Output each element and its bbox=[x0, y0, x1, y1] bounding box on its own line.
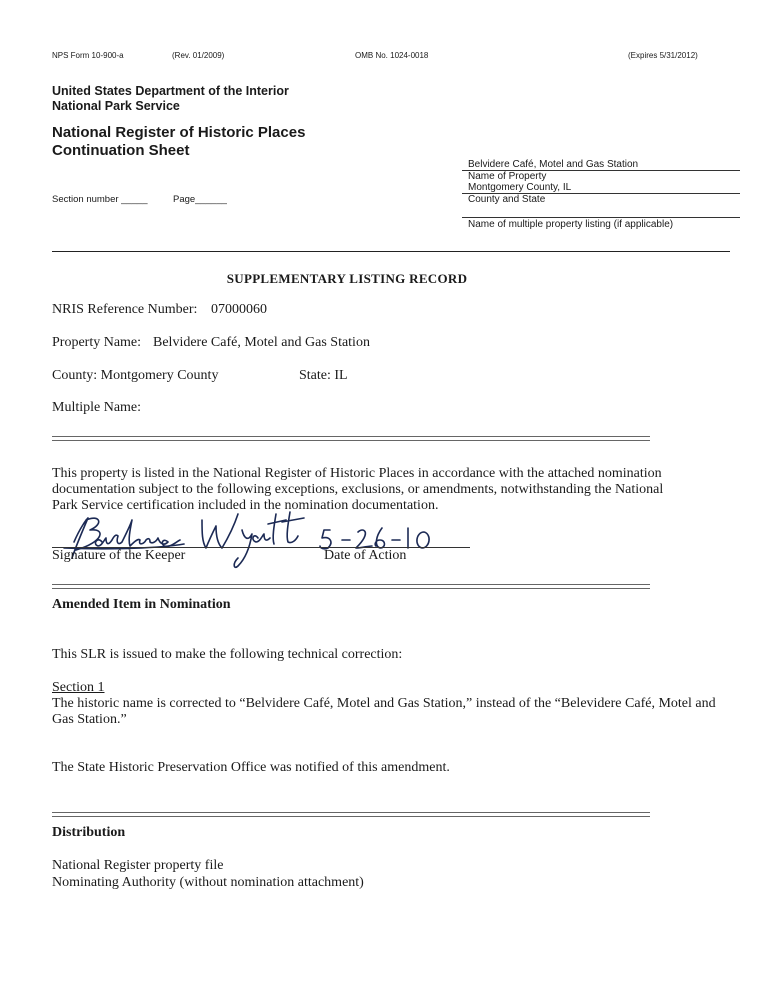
double-rule-3 bbox=[52, 812, 650, 817]
amended-section-heading: Section 1 bbox=[52, 680, 105, 695]
nris-value: 07000060 bbox=[211, 302, 267, 317]
property-name-label: Name of Property bbox=[468, 171, 547, 182]
multiple-listing-rule bbox=[462, 217, 740, 218]
county-line: County: Montgomery County bbox=[52, 368, 219, 383]
state-line: State: IL bbox=[299, 368, 348, 383]
property-name-value-record: Belvidere Café, Motel and Gas Station bbox=[153, 335, 370, 350]
shpo-notice: The State Historic Preservation Office was notified of this amendment. bbox=[52, 760, 450, 775]
correction-line-1: The historic name is corrected to “Belvidere Café, Motel and Gas Station,” instead of the “Belevidere Café, Motel and bbox=[52, 696, 716, 711]
amended-heading: Amended Item in Nomination bbox=[52, 597, 231, 612]
form-revision: (Rev. 01/2009) bbox=[172, 51, 225, 60]
register-title: National Register of Historic Places bbox=[52, 124, 306, 141]
statement-line-2: documentation subject to the following exceptions, exclusions, or amendments, notwithstanding the National bbox=[52, 482, 664, 497]
distribution-heading: Distribution bbox=[52, 825, 126, 840]
distribution-item-1: National Register property file bbox=[52, 858, 224, 873]
property-name-label-record: Property Name: bbox=[52, 335, 142, 350]
expiration-date: (Expires 5/31/2012) bbox=[628, 51, 698, 60]
correction-line-2: Gas Station.” bbox=[52, 712, 127, 727]
agency-department: United States Department of the Interior bbox=[52, 84, 289, 98]
signature-label: Signature of the Keeper bbox=[52, 548, 186, 563]
double-rule-1 bbox=[52, 436, 650, 441]
header-separator bbox=[52, 251, 730, 252]
record-title: SUPPLEMENTARY LISTING RECORD bbox=[226, 271, 468, 286]
double-rule-2 bbox=[52, 584, 650, 589]
multiple-name-label: Multiple Name: bbox=[52, 400, 142, 415]
nris-label: NRIS Reference Number: bbox=[52, 302, 198, 317]
county-state-value: Montgomery County, IL bbox=[468, 182, 572, 193]
continuation-sheet-title: Continuation Sheet bbox=[52, 142, 190, 159]
statement-line-1: This property is listed in the National Register of Historic Places in accordance with the attached nomination bbox=[52, 466, 662, 481]
date-of-action-label: Date of Action bbox=[324, 548, 407, 563]
amended-intro: This SLR is issued to make the following technical correction: bbox=[52, 647, 403, 662]
statement-line-3: Park Service certification included in the nomination documentation. bbox=[52, 498, 439, 513]
section-number-field: Section number _____ bbox=[52, 194, 148, 205]
distribution-item-2: Nominating Authority (without nomination attachment) bbox=[52, 875, 364, 890]
form-number: NPS Form 10-900-a bbox=[52, 51, 124, 60]
omb-number: OMB No. 1024-0018 bbox=[355, 51, 429, 60]
page-field: Page______ bbox=[173, 194, 227, 205]
multiple-listing-label: Name of multiple property listing (if applicable) bbox=[468, 219, 674, 230]
property-name-value: Belvidere Café, Motel and Gas Station bbox=[468, 159, 639, 170]
agency-service: National Park Service bbox=[52, 99, 180, 113]
county-state-label: County and State bbox=[468, 194, 546, 205]
